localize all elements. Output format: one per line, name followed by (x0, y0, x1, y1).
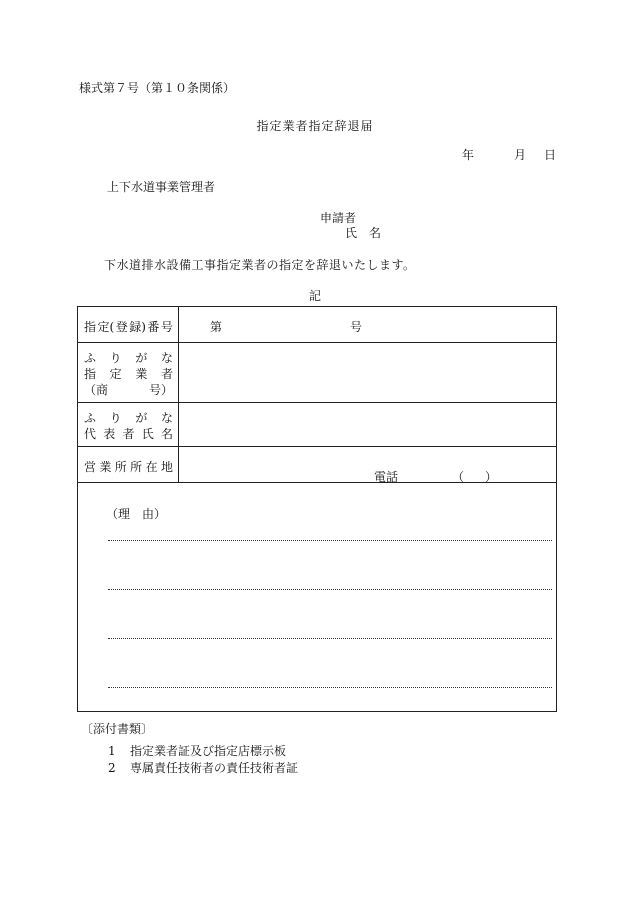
year-label: 年 (462, 148, 475, 162)
declaration-text: 下水道排水設備工事指定業者の指定を辞退いたします。 (104, 258, 416, 272)
attachment-text: 指定業者証及び指定店標示板 (130, 744, 287, 758)
applicant-name-label: 氏 名 (345, 226, 382, 240)
attachment-number: 1 (108, 744, 116, 758)
reason-line[interactable] (108, 687, 552, 688)
furigana-label: ふ り が な (84, 351, 173, 365)
dai-label: 第 (210, 320, 223, 334)
document-title: 指定業者指定辞退届 (256, 119, 374, 133)
row-designated-contractor (78, 343, 556, 403)
registration-number-label-cell (78, 307, 179, 342)
business-address-field[interactable] (182, 450, 552, 466)
row-registration-number (78, 307, 556, 343)
reason-line[interactable] (108, 638, 552, 639)
furigana-label: ふ り が な (84, 411, 173, 425)
trade-name-label: （商 号） (84, 383, 173, 397)
reason-line[interactable] (108, 589, 552, 590)
representative-name-field[interactable] (182, 407, 552, 443)
row-business-address (78, 447, 556, 483)
addressee: 上下水道事業管理者 (107, 180, 216, 194)
business-address-label-cell (78, 447, 179, 482)
form-number: 様式第７号（第１０条関係） (79, 81, 236, 95)
row-representative (78, 403, 556, 447)
designated-contractor-field[interactable] (182, 347, 552, 399)
go-label: 号 (350, 320, 363, 334)
registration-number-label: 指 定( 登 録) 番 号 (84, 320, 173, 334)
month-label: 月 (514, 148, 527, 162)
date-line (462, 146, 556, 163)
reason-section (78, 483, 556, 713)
designated-contractor-label: 指 定 業 者 (84, 367, 173, 381)
day-label: 日 (544, 148, 557, 162)
attachments-header: 〔添付書類〕 (81, 722, 154, 736)
attachment-number: 2 (108, 761, 116, 775)
business-address-label: 営 業 所 所 在 地 (84, 460, 173, 474)
attachment-item (108, 759, 298, 776)
reason-line[interactable] (108, 540, 552, 541)
representative-name-label: 代 表 者 氏 名 (84, 427, 173, 441)
ki-heading: 記 (308, 289, 321, 303)
attachment-text: 専属責任技術者の責任技術者証 (130, 761, 299, 775)
representative-label-cell (78, 403, 179, 446)
reason-label: （理 由） (106, 507, 167, 521)
form-table (77, 306, 557, 712)
registration-number-field[interactable] (228, 313, 343, 337)
attachment-item (108, 742, 286, 759)
phone-paren-open: （ (452, 470, 465, 484)
designated-contractor-label-cell (78, 343, 179, 402)
phone-paren-close: ） (485, 470, 498, 484)
phone-label: 電話 (374, 470, 399, 484)
applicant-label: 申請者 (320, 211, 357, 225)
